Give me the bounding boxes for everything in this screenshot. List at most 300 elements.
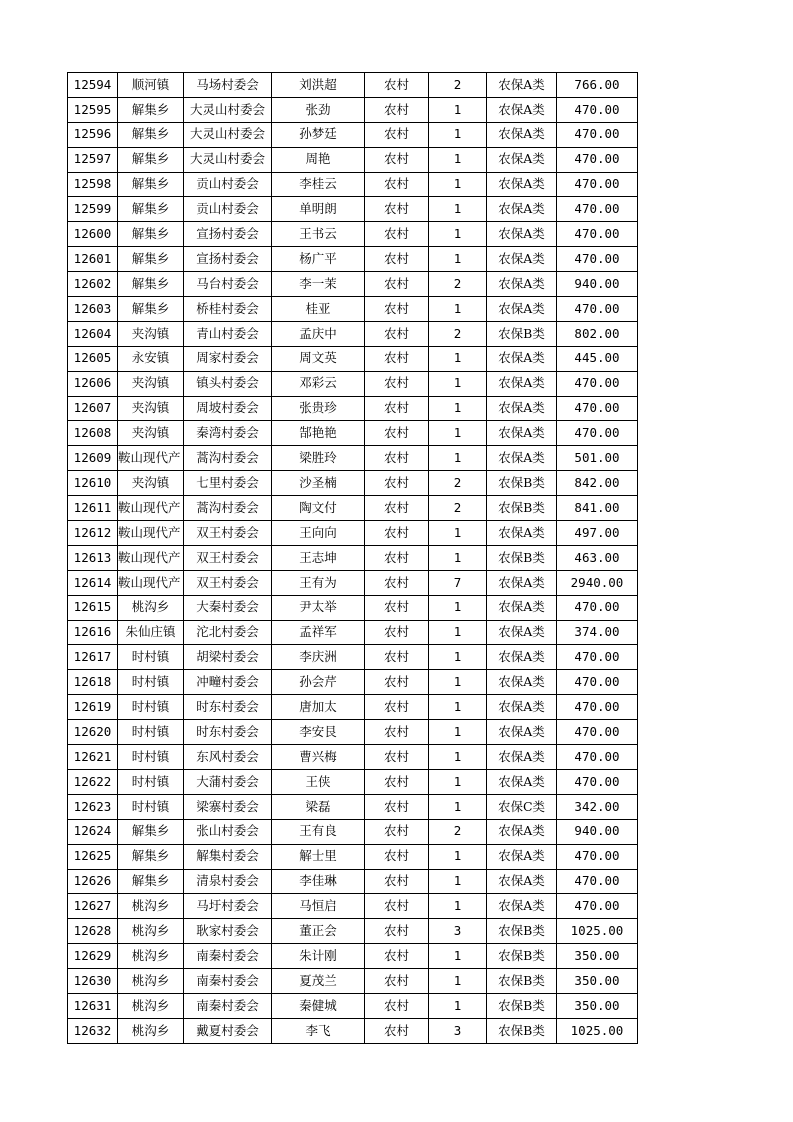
person-name-cell: 李飞 (272, 1018, 365, 1043)
amount-cell: 470.00 (557, 695, 638, 720)
amount-cell: 470.00 (557, 720, 638, 745)
record-id-cell: 12630 (68, 969, 118, 994)
town-cell: 桃沟乡 (118, 894, 184, 919)
amount-cell: 470.00 (557, 247, 638, 272)
town-cell: 鞍山现代产 (118, 545, 184, 570)
area-type-cell: 农村 (365, 496, 429, 521)
amount-cell: 940.00 (557, 272, 638, 297)
amount-cell: 470.00 (557, 197, 638, 222)
record-id-cell: 12615 (68, 595, 118, 620)
insurance-category-cell: 农保B类 (487, 496, 557, 521)
amount-cell: 470.00 (557, 97, 638, 122)
amount-cell: 470.00 (557, 869, 638, 894)
record-id-cell: 12612 (68, 521, 118, 546)
town-cell: 桃沟乡 (118, 595, 184, 620)
town-cell: 桃沟乡 (118, 993, 184, 1018)
person-name-cell: 张劲 (272, 97, 365, 122)
insurance-category-cell: 农保A类 (487, 297, 557, 322)
amount-cell: 350.00 (557, 993, 638, 1018)
area-type-cell: 农村 (365, 545, 429, 570)
record-id-cell: 12626 (68, 869, 118, 894)
table-row (68, 247, 638, 272)
person-name-cell: 郜艳艳 (272, 421, 365, 446)
insurance-category-cell: 农保A类 (487, 396, 557, 421)
area-type-cell: 农村 (365, 993, 429, 1018)
household-count-cell: 1 (429, 222, 487, 247)
insurance-category-cell: 农保A类 (487, 670, 557, 695)
town-cell: 桃沟乡 (118, 969, 184, 994)
amount-cell: 470.00 (557, 769, 638, 794)
record-id-cell: 12605 (68, 346, 118, 371)
area-type-cell: 农村 (365, 122, 429, 147)
village-committee-cell: 大灵山村委会 (184, 97, 272, 122)
village-committee-cell: 南秦村委会 (184, 944, 272, 969)
table-row (68, 122, 638, 147)
household-count-cell: 2 (429, 819, 487, 844)
person-name-cell: 孟庆中 (272, 321, 365, 346)
amount-cell: 470.00 (557, 745, 638, 770)
insurance-category-cell: 农保A类 (487, 620, 557, 645)
village-committee-cell: 宣扬村委会 (184, 222, 272, 247)
table-row (68, 844, 638, 869)
village-committee-cell: 东风村委会 (184, 745, 272, 770)
person-name-cell: 秦健城 (272, 993, 365, 1018)
amount-cell: 497.00 (557, 521, 638, 546)
table-row (68, 371, 638, 396)
town-cell: 解集乡 (118, 819, 184, 844)
insurance-category-cell: 农保A类 (487, 595, 557, 620)
record-id-cell: 12607 (68, 396, 118, 421)
town-cell: 解集乡 (118, 222, 184, 247)
record-id-cell: 12610 (68, 471, 118, 496)
household-count-cell: 1 (429, 670, 487, 695)
household-count-cell: 1 (429, 446, 487, 471)
area-type-cell: 农村 (365, 321, 429, 346)
household-count-cell: 1 (429, 545, 487, 570)
household-count-cell: 1 (429, 521, 487, 546)
area-type-cell: 农村 (365, 471, 429, 496)
town-cell: 夹沟镇 (118, 396, 184, 421)
table-row (68, 521, 638, 546)
table-row (68, 97, 638, 122)
record-id-cell: 12608 (68, 421, 118, 446)
area-type-cell: 农村 (365, 97, 429, 122)
household-count-cell: 1 (429, 869, 487, 894)
record-id-cell: 12599 (68, 197, 118, 222)
insurance-category-cell: 农保B类 (487, 993, 557, 1018)
table-row (68, 595, 638, 620)
village-committee-cell: 桥桂村委会 (184, 297, 272, 322)
person-name-cell: 曹兴梅 (272, 745, 365, 770)
record-id-cell: 12609 (68, 446, 118, 471)
table-row (68, 645, 638, 670)
area-type-cell: 农村 (365, 894, 429, 919)
amount-cell: 841.00 (557, 496, 638, 521)
insurance-category-cell: 农保B类 (487, 919, 557, 944)
person-name-cell: 邓彩云 (272, 371, 365, 396)
area-type-cell: 农村 (365, 620, 429, 645)
insurance-category-cell: 农保A类 (487, 73, 557, 98)
record-id-cell: 12629 (68, 944, 118, 969)
table-row (68, 869, 638, 894)
area-type-cell: 农村 (365, 745, 429, 770)
household-count-cell: 1 (429, 172, 487, 197)
amount-cell: 470.00 (557, 645, 638, 670)
insurance-category-cell: 农保A类 (487, 222, 557, 247)
area-type-cell: 农村 (365, 521, 429, 546)
household-count-cell: 1 (429, 247, 487, 272)
insurance-category-cell: 农保B类 (487, 471, 557, 496)
area-type-cell: 农村 (365, 247, 429, 272)
record-id-cell: 12617 (68, 645, 118, 670)
insurance-category-cell: 农保A类 (487, 197, 557, 222)
town-cell: 解集乡 (118, 197, 184, 222)
village-committee-cell: 镇头村委会 (184, 371, 272, 396)
person-name-cell: 解士里 (272, 844, 365, 869)
village-committee-cell: 大蒲村委会 (184, 769, 272, 794)
town-cell: 朱仙庄镇 (118, 620, 184, 645)
household-count-cell: 1 (429, 197, 487, 222)
town-cell: 时村镇 (118, 745, 184, 770)
village-committee-cell: 蒿沟村委会 (184, 496, 272, 521)
person-name-cell: 王向向 (272, 521, 365, 546)
insurance-category-cell: 农保B类 (487, 321, 557, 346)
town-cell: 时村镇 (118, 794, 184, 819)
village-committee-cell: 马台村委会 (184, 272, 272, 297)
insurance-category-cell: 农保A类 (487, 869, 557, 894)
record-id-cell: 12619 (68, 695, 118, 720)
table-row (68, 570, 638, 595)
person-name-cell: 朱计刚 (272, 944, 365, 969)
table-row (68, 1018, 638, 1043)
amount-cell: 802.00 (557, 321, 638, 346)
table-row (68, 147, 638, 172)
insurance-category-cell: 农保A类 (487, 819, 557, 844)
village-committee-cell: 青山村委会 (184, 321, 272, 346)
table-row (68, 272, 638, 297)
person-name-cell: 孟祥军 (272, 620, 365, 645)
town-cell: 鞍山现代产 (118, 496, 184, 521)
area-type-cell: 农村 (365, 944, 429, 969)
village-committee-cell: 大秦村委会 (184, 595, 272, 620)
insurance-category-cell: 农保A类 (487, 247, 557, 272)
village-committee-cell: 清泉村委会 (184, 869, 272, 894)
household-count-cell: 1 (429, 969, 487, 994)
amount-cell: 463.00 (557, 545, 638, 570)
insurance-category-cell: 农保A类 (487, 521, 557, 546)
town-cell: 解集乡 (118, 869, 184, 894)
village-committee-cell: 秦湾村委会 (184, 421, 272, 446)
person-name-cell: 王侠 (272, 769, 365, 794)
insurance-category-cell: 农保A类 (487, 745, 557, 770)
household-count-cell: 1 (429, 944, 487, 969)
person-name-cell: 张贵珍 (272, 396, 365, 421)
insurance-category-cell: 农保A类 (487, 720, 557, 745)
table-row (68, 197, 638, 222)
village-committee-cell: 南秦村委会 (184, 993, 272, 1018)
insurance-category-cell: 农保A类 (487, 371, 557, 396)
area-type-cell: 农村 (365, 769, 429, 794)
village-committee-cell: 戴夏村委会 (184, 1018, 272, 1043)
insurance-category-cell: 农保A类 (487, 147, 557, 172)
person-name-cell: 单明朗 (272, 197, 365, 222)
village-committee-cell: 双王村委会 (184, 570, 272, 595)
person-name-cell: 李佳琳 (272, 869, 365, 894)
village-committee-cell: 解集村委会 (184, 844, 272, 869)
area-type-cell: 农村 (365, 197, 429, 222)
record-id-cell: 12598 (68, 172, 118, 197)
town-cell: 鞍山现代产 (118, 446, 184, 471)
amount-cell: 350.00 (557, 944, 638, 969)
village-committee-cell: 双王村委会 (184, 545, 272, 570)
village-committee-cell: 冲疃村委会 (184, 670, 272, 695)
area-type-cell: 农村 (365, 396, 429, 421)
village-committee-cell: 周坡村委会 (184, 396, 272, 421)
area-type-cell: 农村 (365, 421, 429, 446)
household-count-cell: 2 (429, 73, 487, 98)
amount-cell: 342.00 (557, 794, 638, 819)
record-id-cell: 12631 (68, 993, 118, 1018)
town-cell: 解集乡 (118, 122, 184, 147)
insurance-category-cell: 农保A类 (487, 645, 557, 670)
person-name-cell: 陶文付 (272, 496, 365, 521)
town-cell: 解集乡 (118, 272, 184, 297)
person-name-cell: 杨广平 (272, 247, 365, 272)
record-id-cell: 12614 (68, 570, 118, 595)
area-type-cell: 农村 (365, 695, 429, 720)
village-committee-cell: 马场村委会 (184, 73, 272, 98)
table-row (68, 321, 638, 346)
insurance-category-cell: 农保A类 (487, 421, 557, 446)
town-cell: 夹沟镇 (118, 471, 184, 496)
person-name-cell: 李一茉 (272, 272, 365, 297)
table-row (68, 720, 638, 745)
household-count-cell: 1 (429, 620, 487, 645)
town-cell: 夹沟镇 (118, 371, 184, 396)
village-committee-cell: 马圩村委会 (184, 894, 272, 919)
town-cell: 时村镇 (118, 720, 184, 745)
household-count-cell: 1 (429, 122, 487, 147)
insurance-category-cell: 农保A类 (487, 346, 557, 371)
town-cell: 夹沟镇 (118, 421, 184, 446)
area-type-cell: 农村 (365, 670, 429, 695)
insurance-category-cell: 农保A类 (487, 894, 557, 919)
amount-cell: 470.00 (557, 147, 638, 172)
table-row (68, 993, 638, 1018)
person-name-cell: 周艳 (272, 147, 365, 172)
area-type-cell: 农村 (365, 297, 429, 322)
household-count-cell: 1 (429, 993, 487, 1018)
insurance-category-cell: 农保A类 (487, 272, 557, 297)
table-row (68, 695, 638, 720)
household-count-cell: 2 (429, 272, 487, 297)
village-committee-cell: 大灵山村委会 (184, 122, 272, 147)
amount-cell: 470.00 (557, 297, 638, 322)
record-id-cell: 12611 (68, 496, 118, 521)
area-type-cell: 农村 (365, 1018, 429, 1043)
town-cell: 时村镇 (118, 645, 184, 670)
record-id-cell: 12624 (68, 819, 118, 844)
person-name-cell: 李安艮 (272, 720, 365, 745)
record-id-cell: 12621 (68, 745, 118, 770)
person-name-cell: 梁胜玲 (272, 446, 365, 471)
village-committee-cell: 周家村委会 (184, 346, 272, 371)
record-id-cell: 12623 (68, 794, 118, 819)
insurance-category-cell: 农保A类 (487, 172, 557, 197)
insurance-category-cell: 农保A类 (487, 97, 557, 122)
village-committee-cell: 贡山村委会 (184, 197, 272, 222)
table-row (68, 346, 638, 371)
person-name-cell: 李桂云 (272, 172, 365, 197)
person-name-cell: 孙会芹 (272, 670, 365, 695)
area-type-cell: 农村 (365, 446, 429, 471)
village-committee-cell: 胡梁村委会 (184, 645, 272, 670)
table-row (68, 745, 638, 770)
household-count-cell: 1 (429, 297, 487, 322)
table-row (68, 471, 638, 496)
table-row (68, 670, 638, 695)
insurance-category-cell: 农保B类 (487, 1018, 557, 1043)
record-id-cell: 12596 (68, 122, 118, 147)
person-name-cell: 唐加太 (272, 695, 365, 720)
household-count-cell: 3 (429, 919, 487, 944)
amount-cell: 470.00 (557, 595, 638, 620)
record-id-cell: 12622 (68, 769, 118, 794)
amount-cell: 501.00 (557, 446, 638, 471)
person-name-cell: 马恒启 (272, 894, 365, 919)
table-row (68, 969, 638, 994)
area-type-cell: 农村 (365, 919, 429, 944)
record-id-cell: 12603 (68, 297, 118, 322)
town-cell: 解集乡 (118, 247, 184, 272)
household-count-cell: 1 (429, 844, 487, 869)
town-cell: 时村镇 (118, 670, 184, 695)
town-cell: 桃沟乡 (118, 1018, 184, 1043)
town-cell: 时村镇 (118, 769, 184, 794)
village-committee-cell: 梁寨村委会 (184, 794, 272, 819)
village-committee-cell: 贡山村委会 (184, 172, 272, 197)
area-type-cell: 农村 (365, 172, 429, 197)
record-id-cell: 12606 (68, 371, 118, 396)
table-row (68, 172, 638, 197)
village-committee-cell: 蒿沟村委会 (184, 446, 272, 471)
amount-cell: 470.00 (557, 122, 638, 147)
person-name-cell: 王有为 (272, 570, 365, 595)
household-count-cell: 1 (429, 371, 487, 396)
household-count-cell: 1 (429, 147, 487, 172)
area-type-cell: 农村 (365, 272, 429, 297)
village-committee-cell: 张山村委会 (184, 819, 272, 844)
table-row (68, 446, 638, 471)
table-row (68, 545, 638, 570)
record-id-cell: 12601 (68, 247, 118, 272)
person-name-cell: 刘洪超 (272, 73, 365, 98)
household-count-cell: 1 (429, 794, 487, 819)
household-count-cell: 7 (429, 570, 487, 595)
amount-cell: 470.00 (557, 222, 638, 247)
person-name-cell: 王有良 (272, 819, 365, 844)
record-id-cell: 12595 (68, 97, 118, 122)
insurance-category-cell: 农保B类 (487, 944, 557, 969)
area-type-cell: 农村 (365, 645, 429, 670)
insurance-category-cell: 农保A类 (487, 695, 557, 720)
record-id-cell: 12628 (68, 919, 118, 944)
amount-cell: 842.00 (557, 471, 638, 496)
amount-cell: 470.00 (557, 396, 638, 421)
person-name-cell: 王书云 (272, 222, 365, 247)
table-row (68, 297, 638, 322)
town-cell: 时村镇 (118, 695, 184, 720)
person-name-cell: 周文英 (272, 346, 365, 371)
household-count-cell: 1 (429, 346, 487, 371)
amount-cell: 350.00 (557, 969, 638, 994)
amount-cell: 470.00 (557, 421, 638, 446)
record-id-cell: 12600 (68, 222, 118, 247)
town-cell: 鞍山现代产 (118, 521, 184, 546)
town-cell: 鞍山现代产 (118, 570, 184, 595)
village-committee-cell: 宣扬村委会 (184, 247, 272, 272)
household-count-cell: 1 (429, 695, 487, 720)
village-committee-cell: 七里村委会 (184, 471, 272, 496)
table-row (68, 222, 638, 247)
record-id-cell: 12620 (68, 720, 118, 745)
record-id-cell: 12613 (68, 545, 118, 570)
town-cell: 夹沟镇 (118, 321, 184, 346)
town-cell: 永安镇 (118, 346, 184, 371)
record-id-cell: 12625 (68, 844, 118, 869)
village-committee-cell: 沱北村委会 (184, 620, 272, 645)
amount-cell: 470.00 (557, 894, 638, 919)
amount-cell: 470.00 (557, 844, 638, 869)
person-name-cell: 董正会 (272, 919, 365, 944)
household-count-cell: 1 (429, 97, 487, 122)
village-committee-cell: 时东村委会 (184, 720, 272, 745)
table-row (68, 396, 638, 421)
record-id-cell: 12618 (68, 670, 118, 695)
insurance-category-cell: 农保B类 (487, 969, 557, 994)
person-name-cell: 沙圣楠 (272, 471, 365, 496)
record-id-cell: 12597 (68, 147, 118, 172)
record-id-cell: 12632 (68, 1018, 118, 1043)
village-committee-cell: 南秦村委会 (184, 969, 272, 994)
area-type-cell: 农村 (365, 844, 429, 869)
insurance-category-cell: 农保C类 (487, 794, 557, 819)
person-name-cell: 尹太举 (272, 595, 365, 620)
household-count-cell: 1 (429, 894, 487, 919)
area-type-cell: 农村 (365, 794, 429, 819)
amount-cell: 445.00 (557, 346, 638, 371)
amount-cell: 1025.00 (557, 1018, 638, 1043)
amount-cell: 2940.00 (557, 570, 638, 595)
household-count-cell: 1 (429, 745, 487, 770)
area-type-cell: 农村 (365, 720, 429, 745)
table-row (68, 421, 638, 446)
area-type-cell: 农村 (365, 222, 429, 247)
area-type-cell: 农村 (365, 371, 429, 396)
record-id-cell: 12616 (68, 620, 118, 645)
amount-cell: 1025.00 (557, 919, 638, 944)
town-cell: 桃沟乡 (118, 944, 184, 969)
insurance-category-cell: 农保A类 (487, 446, 557, 471)
person-name-cell: 夏茂兰 (272, 969, 365, 994)
area-type-cell: 农村 (365, 869, 429, 894)
town-cell: 解集乡 (118, 172, 184, 197)
record-id-cell: 12604 (68, 321, 118, 346)
table-row (68, 794, 638, 819)
table-row (68, 819, 638, 844)
village-committee-cell: 耿家村委会 (184, 919, 272, 944)
insurance-category-cell: 农保A类 (487, 844, 557, 869)
